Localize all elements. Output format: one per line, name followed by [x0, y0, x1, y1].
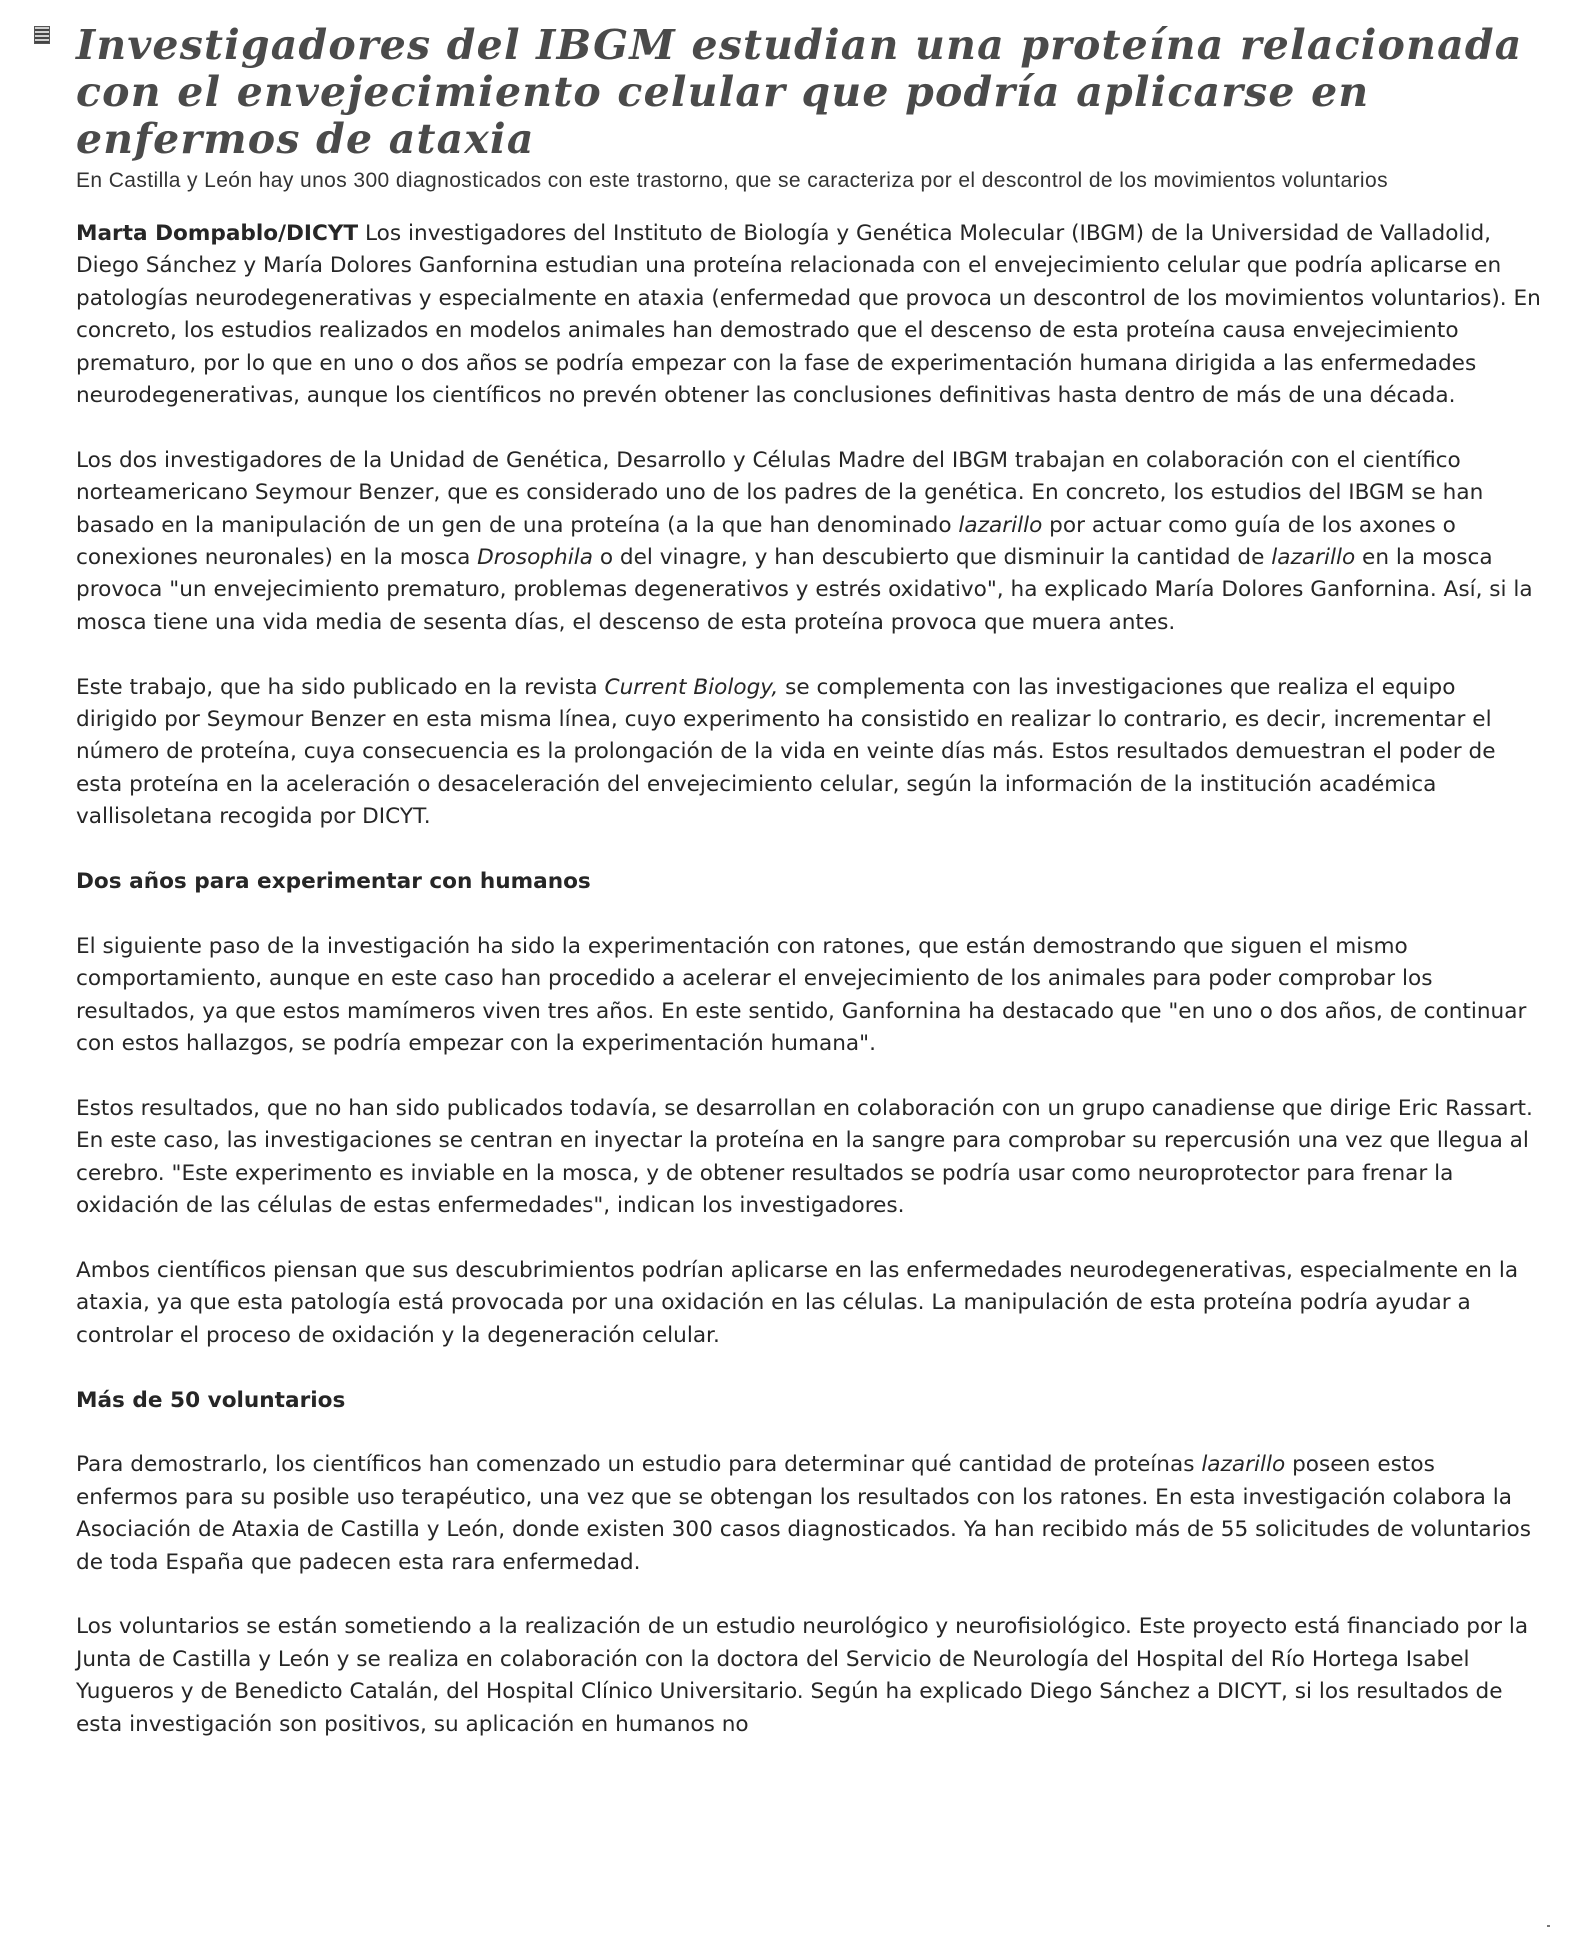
paragraph-1-text: Los investigadores del Instituto de Biología y Genética Molecular (IBGM) de la Universidad de Valladolid, Diego Sánchez y María Dolores Ganfornina estudian una proteína relacionada con el envejecimiento celular que podría aplicarse en patologías neurodegenerativas y especialmente en ataxia (enfermedad que provoca un descontrol de los movimientos voluntarios). En concreto, los estudios realizados en modelos animales han demostrado que el descenso de esta proteína causa envejecimiento prematuro, por lo que en uno o dos años se podría empezar con la fase de experimentación humana dirigida a las enfermedades neurodegenerativas, aunque los científicos no prevén obtener las conclusiones definitivas hasta dentro de más de una década.: [76, 221, 1541, 409]
paragraph-4: El siguiente paso de la investigación ha sido la experimentación con ratones, que están demostrando que siguen el mismo comportamiento, aunque en este caso han procedido a acelerar el envejecimiento de los animales para poder comprobar los resultados, ya que estos mamímeros viven tres años. En este sentido, Ganfornina ha destacado que "en uno o dos años, de continuar con estos hallazgos, se podría empezar con la experimentación humana".: [76, 933, 1527, 1057]
italic-term: lazarillo: [958, 512, 1043, 538]
paragraph-7-text: poseen estos enfermos para su posible uso terapéutico, una vez que se obtengan los resultados con los ratones. En esta investigación colabora la Asociación de Ataxia de Castilla y León, donde existen 300 casos diagnosticados. Ya han recibido más de 55 solicitudes de voluntarios de toda España que padecen esta rara enfermedad.: [76, 1452, 1531, 1575]
paragraph-2-text: o del vinagre, y han descubierto que disminuir la cantidad de: [592, 545, 1272, 571]
byline: Marta Dompablo/DICYT: [76, 221, 359, 246]
paragraph-3-text: se complementa con las investigaciones que realiza el equipo dirigido por Seymour Benzer en esta misma línea, cuyo experimento ha consistido en realizar lo contrario, es decir, incrementar el número de proteína, cuya consecuencia es la prolongación de la vida en veinte días más. Estos resultados demuestran el poder de esta proteína en la aceleración o desaceleración del envejecimiento celular, según la información de la institución académica vallisoletana recogida por DICYT.: [76, 674, 1496, 830]
section-heading-2: Más de 50 voluntarios: [76, 1387, 346, 1413]
paragraph-3: [76, 672, 1541, 834]
article-subheadline: En Castilla y León hay unos 300 diagnosticados con este trastorno, que se caracteriza por el descontrol de los movimientos voluntarios: [76, 169, 1388, 192]
paragraph-2: [76, 445, 1541, 639]
paragraph-2-text: por actuar como guía de los axones o conexiones neuronales) en la mosca: [76, 512, 1456, 571]
article-body: [76, 218, 1541, 1741]
journal-name: Current Biology,: [604, 674, 779, 700]
italic-term: Drosophila: [477, 545, 593, 571]
paragraph-8: Los voluntarios se están sometiendo a la realización de un estudio neurológico y neurofisiológico. Este proyecto está financiado por la Junta de Castilla y León y se realiza en colaboración con la doctora del Servicio de Neurología del Hospital del Río Hortega Isabel Yugueros y de Benedicto Catalán, del Hospital Clínico Universitario. Según ha explicado Diego Sánchez a DICYT, si los resultados de esta investigación son positivos, su aplicación en humanos no: [76, 1614, 1529, 1737]
italic-term: lazarillo: [1271, 545, 1356, 571]
section-heading-1: Dos años para experimentar con humanos: [76, 869, 591, 895]
paragraph-5: Estos resultados, que no han sido publicados todavía, se desarrollan en colaboración con un grupo canadiense que dirige Eric Rassart. En este caso, las investigaciones se centran en inyectar la proteína en la sangre para comprobar su repercusión una vez que llegua al cerebro. "Este experimento es inviable en la mosca, y de obtener resultados se podría usar como neuroprotector para frenar la oxidación de las células de estas enfermedades", indican los investigadores.: [76, 1095, 1533, 1219]
paragraph-6: Ambos científicos piensan que sus descubrimientos podrían aplicarse en las enfermedades neurodegenerativas, especialmente en la ataxia, ya que esta patología está provocada por una oxidación en las células. La manipulación de esta proteína podría ayudar a controlar el proceso de oxidación y la degeneración celular.: [76, 1257, 1519, 1348]
paragraph-3-text: Este trabajo, que ha sido publicado en la revista: [76, 674, 605, 700]
paragraph-7: [76, 1449, 1541, 1579]
paragraph-1: [76, 218, 1541, 412]
article-headline: Investigadores del IBGM estudian una proteína relacionada con el envejecimiento celular que podría aplicarse en enfermos de ataxia: [76, 21, 1523, 163]
scan-speck: [1547, 1925, 1550, 1927]
paragraph-2-text: Los dos investigadores de la Unidad de Genética, Desarrollo y Células Madre del IBGM trabajan en colaboración con el científico norteamericano Seymour Benzer, que es considerado uno de los padres de la genética. En concreto, los estudios del IBGM se han basado en la manipulación de un gen de una proteína (a la que han denominado: [76, 447, 1484, 538]
paragraph-7-text: Para demostrarlo, los científicos han comenzado un estudio para determinar qué cantidad de proteínas: [76, 1452, 1202, 1478]
paragraph-2-text: en la mosca provoca "un envejecimiento prematuro, problemas degenerativos y estrés oxidativo", ha explicado María Dolores Ganfornina. Así, si la mosca tiene una vida media de sesenta días, el descenso de esta proteína provoca que muera antes.: [76, 545, 1533, 635]
bullet-icon: [34, 26, 50, 44]
italic-term: lazarillo: [1201, 1452, 1286, 1478]
